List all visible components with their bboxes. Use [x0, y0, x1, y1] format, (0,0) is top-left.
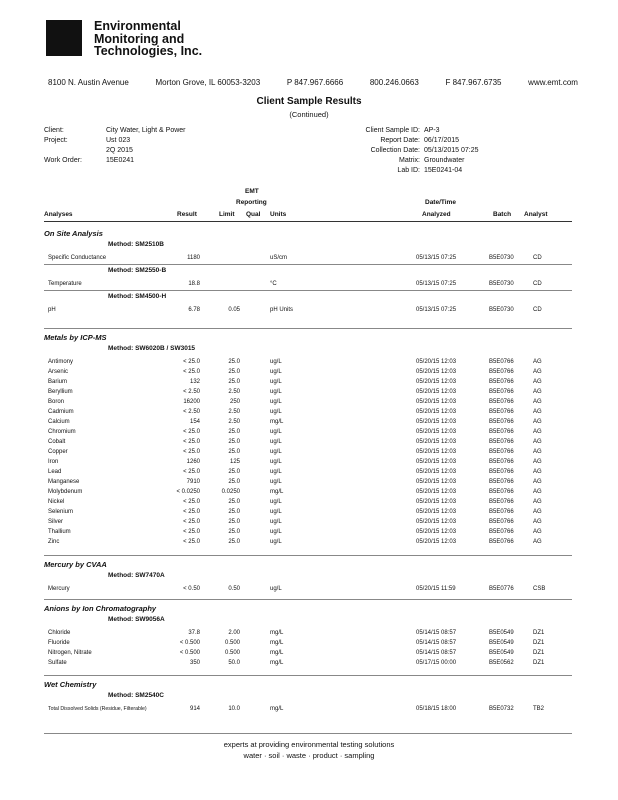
date-cell: 05/17/15 00:00 — [416, 660, 457, 666]
table-row — [0, 279, 618, 289]
result-cell: 37.8 — [188, 630, 200, 636]
batch-cell: B5E0766 — [489, 479, 514, 485]
info-label: Project: — [44, 137, 68, 144]
units-cell: ug/L — [270, 429, 282, 435]
footer-tagline: experts at providing environmental testing solutions — [223, 740, 395, 749]
analyst-cell: AG — [533, 379, 542, 385]
result-cell: < 25.0 — [183, 519, 200, 525]
col-result: Result — [177, 211, 197, 218]
analyte-cell: Chloride — [48, 630, 71, 636]
batch-cell: B5E0730 — [489, 281, 514, 287]
table-row — [0, 305, 618, 315]
batch-cell: B5E0766 — [489, 459, 514, 465]
result-cell: < 0.500 — [179, 650, 200, 656]
units-cell: ug/L — [270, 539, 282, 545]
date-cell: 05/13/15 07:25 — [416, 255, 457, 261]
analyte-cell: Calcium — [48, 419, 70, 425]
table-row — [0, 437, 618, 447]
limit-cell: 25.0 — [228, 429, 240, 435]
date-cell: 05/20/15 12:03 — [416, 409, 457, 415]
batch-cell: B5E0766 — [489, 399, 514, 405]
units-cell: ug/L — [270, 586, 282, 592]
date-cell: 05/20/15 12:03 — [416, 399, 457, 405]
result-cell: < 25.0 — [183, 439, 200, 445]
limit-cell: 25.0 — [228, 509, 240, 515]
analyst-cell: CD — [533, 281, 542, 287]
date-cell: 05/20/15 12:03 — [416, 469, 457, 475]
result-cell: 16200 — [183, 399, 200, 405]
col-units: Units — [270, 211, 287, 218]
fax-number: F 847.967.6735 — [445, 78, 502, 87]
col-analyses: Analyses — [44, 211, 73, 218]
analyte-cell: Fluoride — [48, 640, 70, 646]
limit-cell: 25.0 — [228, 529, 240, 535]
analyte-cell: Thallium — [48, 529, 71, 535]
units-cell: mg/L — [270, 489, 284, 495]
batch-cell: B5E0766 — [489, 499, 514, 505]
units-cell: mg/L — [270, 640, 284, 646]
table-row — [0, 648, 618, 658]
analyte-cell: Sulfate — [48, 660, 67, 666]
batch-cell: B5E0766 — [489, 359, 514, 365]
analyte-cell: Barium — [48, 379, 68, 385]
result-cell: 7910 — [186, 479, 200, 485]
result-cell: < 25.0 — [183, 539, 200, 545]
analyst-cell: AG — [533, 389, 542, 395]
info-value: 15E0241-04 — [424, 167, 463, 174]
info-label: Client: — [44, 127, 64, 134]
date-cell: 05/14/15 08:57 — [416, 650, 457, 656]
limit-cell: 2.50 — [228, 409, 240, 415]
limit-cell: 25.0 — [228, 469, 240, 475]
batch-cell: B5E0562 — [489, 660, 514, 666]
analyte-cell: Iron — [48, 459, 59, 465]
col-datetime: Date/Time — [425, 199, 456, 206]
analyst-cell: AG — [533, 519, 542, 525]
limit-cell: 25.0 — [228, 539, 240, 545]
units-cell: ug/L — [270, 509, 282, 515]
col-analyst: Analyst — [524, 211, 548, 218]
analyst-cell: DZ1 — [533, 640, 545, 646]
table-row — [0, 658, 618, 668]
analyst-cell: AG — [533, 479, 542, 485]
batch-cell: B5E0766 — [489, 449, 514, 455]
analyst-cell: TB2 — [533, 706, 545, 712]
section-title: Anions by Ion Chromatography — [44, 604, 157, 613]
analyst-cell: AG — [533, 459, 542, 465]
table-row — [0, 487, 618, 497]
batch-cell: B5E0766 — [489, 489, 514, 495]
limit-cell: 25.0 — [228, 439, 240, 445]
units-cell: ug/L — [270, 479, 282, 485]
company-name-line: Environmental — [94, 19, 181, 33]
table-row — [0, 397, 618, 407]
table-row — [0, 507, 618, 517]
table-row — [0, 704, 618, 714]
analyte-cell: Total Dissolved Solids (Residue, Filterable) — [48, 706, 147, 712]
limit-cell: 0.05 — [228, 307, 240, 313]
date-cell: 05/13/15 07:25 — [416, 307, 457, 313]
limit-cell: 25.0 — [228, 479, 240, 485]
limit-cell: 0.0250 — [221, 489, 240, 495]
info-value: 05/13/2015 07:25 — [424, 147, 479, 154]
section-divider — [44, 328, 572, 329]
analyst-cell: AG — [533, 359, 542, 365]
city-address: Morton Grove, IL 60053-3203 — [155, 78, 261, 87]
header-divider — [44, 221, 572, 222]
analyst-cell: AG — [533, 509, 542, 515]
col-limit: Limit — [219, 211, 235, 218]
analyte-cell: pH — [48, 307, 56, 313]
info-row — [44, 146, 186, 156]
info-value: 2Q 2015 — [106, 147, 133, 154]
batch-cell: B5E0766 — [489, 529, 514, 535]
units-cell: ug/L — [270, 359, 282, 365]
date-cell: 05/18/15 18:00 — [416, 706, 457, 712]
date-cell: 05/20/15 11:59 — [416, 586, 456, 592]
units-cell: ug/L — [270, 469, 282, 475]
batch-cell: B5E0732 — [489, 706, 514, 712]
date-cell: 05/13/15 07:25 — [416, 281, 457, 287]
footer-divider — [44, 733, 572, 734]
analyte-cell: Cobalt — [48, 439, 66, 445]
analyte-cell: Beryllium — [48, 389, 73, 395]
batch-cell: B5E0766 — [489, 509, 514, 515]
limit-cell: 0.500 — [224, 650, 240, 656]
section-divider — [44, 555, 572, 556]
units-cell: ug/L — [270, 379, 282, 385]
result-cell: < 0.50 — [183, 586, 200, 592]
date-cell: 05/20/15 12:03 — [416, 389, 457, 395]
group-divider — [44, 290, 572, 291]
info-value: City Water, Light & Power — [106, 127, 186, 134]
analyst-cell: AG — [533, 439, 542, 445]
col-emt: EMT — [245, 188, 259, 195]
limit-cell: 0.500 — [224, 640, 240, 646]
units-cell: pH Units — [270, 307, 294, 313]
analyst-cell: AG — [533, 449, 542, 455]
table-row — [0, 477, 618, 487]
section-divider — [44, 675, 572, 676]
units-cell: ug/L — [270, 449, 282, 455]
result-cell: < 25.0 — [183, 369, 200, 375]
analyte-cell: Nickel — [48, 499, 65, 505]
analyte-cell: Temperature — [48, 281, 82, 287]
col-reporting: Reporting — [236, 199, 267, 206]
analyte-cell: Copper — [48, 449, 68, 455]
limit-cell: 25.0 — [228, 519, 240, 525]
batch-cell: B5E0766 — [489, 409, 514, 415]
section-title: Mercury by CVAA — [44, 560, 107, 569]
limit-cell: 25.0 — [228, 379, 240, 385]
info-row — [44, 136, 186, 146]
limit-cell: 50.0 — [228, 660, 240, 666]
result-cell: 6.78 — [188, 307, 200, 313]
result-cell: 132 — [189, 379, 200, 385]
analyte-cell: Manganese — [48, 479, 80, 485]
analyst-cell: AG — [533, 499, 542, 505]
units-cell: mg/L — [270, 650, 284, 656]
limit-cell: 2.00 — [228, 630, 240, 636]
batch-cell: B5E0730 — [489, 307, 514, 313]
table-row — [0, 584, 618, 594]
company-name-line: Monitoring and — [94, 31, 185, 46]
analyte-cell: Zinc — [48, 539, 60, 545]
section-divider — [44, 599, 572, 600]
analyte-cell: Lead — [48, 469, 62, 475]
analyte-cell: Cadmium — [48, 409, 74, 415]
date-cell: 05/20/15 12:03 — [416, 509, 457, 515]
result-cell: < 25.0 — [183, 499, 200, 505]
analyst-cell: CD — [533, 307, 542, 313]
group-divider — [44, 264, 572, 265]
info-value: Groundwater — [424, 157, 465, 164]
method-label: Method: SM2510B — [108, 241, 164, 248]
batch-cell: B5E0549 — [489, 640, 514, 646]
table-row — [0, 253, 618, 263]
analyst-cell: DZ1 — [533, 630, 545, 636]
result-cell: 154 — [189, 419, 200, 425]
analyte-cell: Antimony — [48, 359, 74, 365]
result-cell: < 25.0 — [183, 449, 200, 455]
units-cell: mg/L — [270, 706, 284, 712]
limit-cell: 25.0 — [228, 499, 240, 505]
info-label: Lab ID: — [397, 167, 420, 174]
table-row — [0, 417, 618, 427]
table-row — [0, 447, 618, 457]
analyst-cell: AG — [533, 369, 542, 375]
result-cell: 18.8 — [188, 281, 200, 287]
col-qual: Qual — [246, 211, 261, 218]
tollfree-number: 800.246.0663 — [369, 78, 419, 87]
result-cell: < 25.0 — [183, 429, 200, 435]
section-title: Metals by ICP-MS — [44, 333, 107, 342]
analyst-cell: AG — [533, 409, 542, 415]
info-row — [44, 156, 186, 166]
table-row — [0, 377, 618, 387]
result-cell: < 25.0 — [183, 529, 200, 535]
date-cell: 05/20/15 12:03 — [416, 429, 457, 435]
table-row — [0, 638, 618, 648]
date-cell: 05/20/15 12:03 — [416, 359, 457, 365]
units-cell: ug/L — [270, 389, 282, 395]
date-cell: 05/20/15 12:03 — [416, 499, 457, 505]
info-value: 15E0241 — [106, 157, 135, 164]
analyte-cell: Selenium — [48, 509, 74, 515]
batch-cell: B5E0766 — [489, 389, 514, 395]
limit-cell: 25.0 — [228, 369, 240, 375]
analyte-cell: Silver — [48, 519, 64, 525]
batch-cell: B5E0766 — [489, 419, 514, 425]
date-cell: 05/14/15 08:57 — [416, 630, 457, 636]
analyst-cell: DZ1 — [533, 660, 545, 666]
limit-cell: 2.50 — [228, 419, 240, 425]
sample-info — [338, 126, 479, 176]
table-row — [0, 497, 618, 507]
batch-cell: B5E0766 — [489, 379, 514, 385]
page-title: Client Sample Results — [256, 96, 362, 107]
limit-cell: 2.50 — [228, 389, 240, 395]
client-info — [44, 126, 186, 166]
method-label: Method: SM2550-B — [108, 267, 167, 274]
units-cell: ug/L — [270, 519, 282, 525]
date-cell: 05/20/15 12:03 — [416, 519, 457, 525]
units-cell: °C — [270, 281, 277, 287]
method-label: Method: SM4500-H — [108, 293, 167, 300]
result-cell: < 25.0 — [183, 469, 200, 475]
analyst-cell: AG — [533, 399, 542, 405]
company-name — [94, 20, 202, 58]
table-row — [0, 628, 618, 638]
info-label: Work Order: — [44, 157, 82, 164]
batch-cell: B5E0776 — [489, 586, 514, 592]
table-row — [0, 457, 618, 467]
batch-cell: B5E0766 — [489, 429, 514, 435]
info-row — [44, 126, 186, 136]
result-cell: < 25.0 — [183, 509, 200, 515]
limit-cell: 25.0 — [228, 449, 240, 455]
result-cell: 1180 — [187, 255, 200, 261]
method-label: Method: SM2540C — [108, 692, 164, 699]
result-cell: < 25.0 — [183, 359, 200, 365]
footer-services: water · soil · waste · product · sampling — [243, 751, 375, 760]
table-row — [0, 517, 618, 527]
info-row — [338, 146, 479, 156]
batch-cell: B5E0549 — [489, 650, 514, 656]
info-row — [338, 166, 479, 176]
units-cell: mg/L — [270, 660, 284, 666]
table-row — [0, 467, 618, 477]
batch-cell: B5E0766 — [489, 539, 514, 545]
analyst-cell: AG — [533, 429, 542, 435]
table-row — [0, 357, 618, 367]
units-cell: ug/L — [270, 399, 282, 405]
date-cell: 05/14/15 08:57 — [416, 640, 457, 646]
method-label: Method: SW7470A — [108, 572, 165, 579]
result-cell: < 2.50 — [183, 409, 200, 415]
analyte-cell: Nitrogen, Nitrate — [48, 650, 92, 656]
website: www.emt.com — [528, 78, 578, 87]
analyst-cell: AG — [533, 529, 542, 535]
table-row — [0, 427, 618, 437]
col-batch: Batch — [493, 211, 512, 218]
section-title: Wet Chemistry — [44, 680, 97, 689]
result-cell: 1260 — [186, 459, 200, 465]
info-row — [338, 156, 479, 166]
date-cell: 05/20/15 12:03 — [416, 419, 457, 425]
street-address: 8100 N. Austin Avenue — [48, 78, 129, 87]
units-cell: ug/L — [270, 529, 282, 535]
limit-cell: 10.0 — [228, 706, 240, 712]
batch-cell: B5E0766 — [489, 369, 514, 375]
analyte-cell: Arsenic — [48, 369, 69, 375]
table-row — [0, 537, 618, 547]
batch-cell: B5E0766 — [489, 439, 514, 445]
table-row — [0, 527, 618, 537]
col-analyzed: Analyzed — [422, 211, 451, 218]
info-label: Collection Date: — [370, 147, 420, 154]
company-name-line: Technologies, Inc. — [94, 44, 203, 58]
result-cell: 350 — [189, 660, 200, 666]
analyst-cell: CSB — [533, 586, 546, 592]
info-value: Ust 023 — [106, 137, 131, 144]
result-cell: < 2.50 — [183, 389, 200, 395]
date-cell: 05/20/15 12:03 — [416, 479, 457, 485]
limit-cell: 250 — [229, 399, 240, 405]
date-cell: 05/20/15 12:03 — [416, 449, 457, 455]
info-label: Client Sample ID: — [365, 127, 420, 134]
units-cell: mg/L — [270, 630, 284, 636]
page-subtitle: (Continued) — [289, 110, 329, 119]
info-row — [338, 136, 479, 146]
date-cell: 05/20/15 12:03 — [416, 369, 457, 375]
units-cell: ug/L — [270, 369, 282, 375]
table-row — [0, 367, 618, 377]
analyst-cell: AG — [533, 489, 542, 495]
batch-cell: B5E0766 — [489, 469, 514, 475]
limit-cell: 125 — [229, 459, 240, 465]
info-label: Report Date: — [380, 137, 420, 144]
date-cell: 05/20/15 12:03 — [416, 379, 457, 385]
analyte-cell: Molybdenum — [48, 489, 83, 495]
batch-cell: B5E0549 — [489, 630, 514, 636]
units-cell: ug/L — [270, 459, 282, 465]
date-cell: 05/20/15 12:03 — [416, 539, 457, 545]
units-cell: mg/L — [270, 419, 284, 425]
result-cell: < 0.0250 — [176, 489, 200, 495]
date-cell: 05/20/15 12:03 — [416, 529, 457, 535]
units-cell: ug/L — [270, 409, 282, 415]
info-value: 06/17/2015 — [424, 137, 460, 144]
method-label: Method: SW6020B / SW3015 — [108, 345, 196, 352]
batch-cell: B5E0766 — [489, 519, 514, 525]
date-cell: 05/20/15 12:03 — [416, 459, 457, 465]
limit-cell: 0.50 — [228, 586, 240, 592]
analyst-cell: AG — [533, 469, 542, 475]
analyst-cell: AG — [533, 539, 542, 545]
units-cell: ug/L — [270, 439, 282, 445]
analyst-cell: CD — [533, 255, 542, 261]
analyst-cell: DZ1 — [533, 650, 545, 656]
analyte-cell: Chromium — [48, 429, 76, 435]
analyte-cell: Specific Conductance — [48, 255, 107, 261]
result-cell: 914 — [189, 706, 200, 712]
table-row — [0, 387, 618, 397]
address-bar — [48, 78, 578, 87]
result-cell: < 0.500 — [179, 640, 200, 646]
phone-number: P 847.967.6666 — [286, 78, 344, 87]
analyte-cell: Boron — [48, 399, 65, 405]
table-row — [0, 407, 618, 417]
info-value: AP-3 — [424, 127, 440, 134]
limit-cell: 25.0 — [228, 359, 240, 365]
date-cell: 05/20/15 12:03 — [416, 439, 457, 445]
analyst-cell: AG — [533, 419, 542, 425]
info-row — [338, 126, 479, 136]
batch-cell: B5E0730 — [489, 255, 514, 261]
analyte-cell: Mercury — [48, 586, 70, 592]
info-label: Matrix: — [399, 157, 420, 164]
units-cell: uS/cm — [270, 255, 288, 261]
date-cell: 05/20/15 12:03 — [416, 489, 457, 495]
method-label: Method: SW9056A — [108, 616, 165, 623]
company-logo — [46, 20, 82, 56]
section-title: On Site Analysis — [44, 229, 103, 238]
units-cell: ug/L — [270, 499, 282, 505]
